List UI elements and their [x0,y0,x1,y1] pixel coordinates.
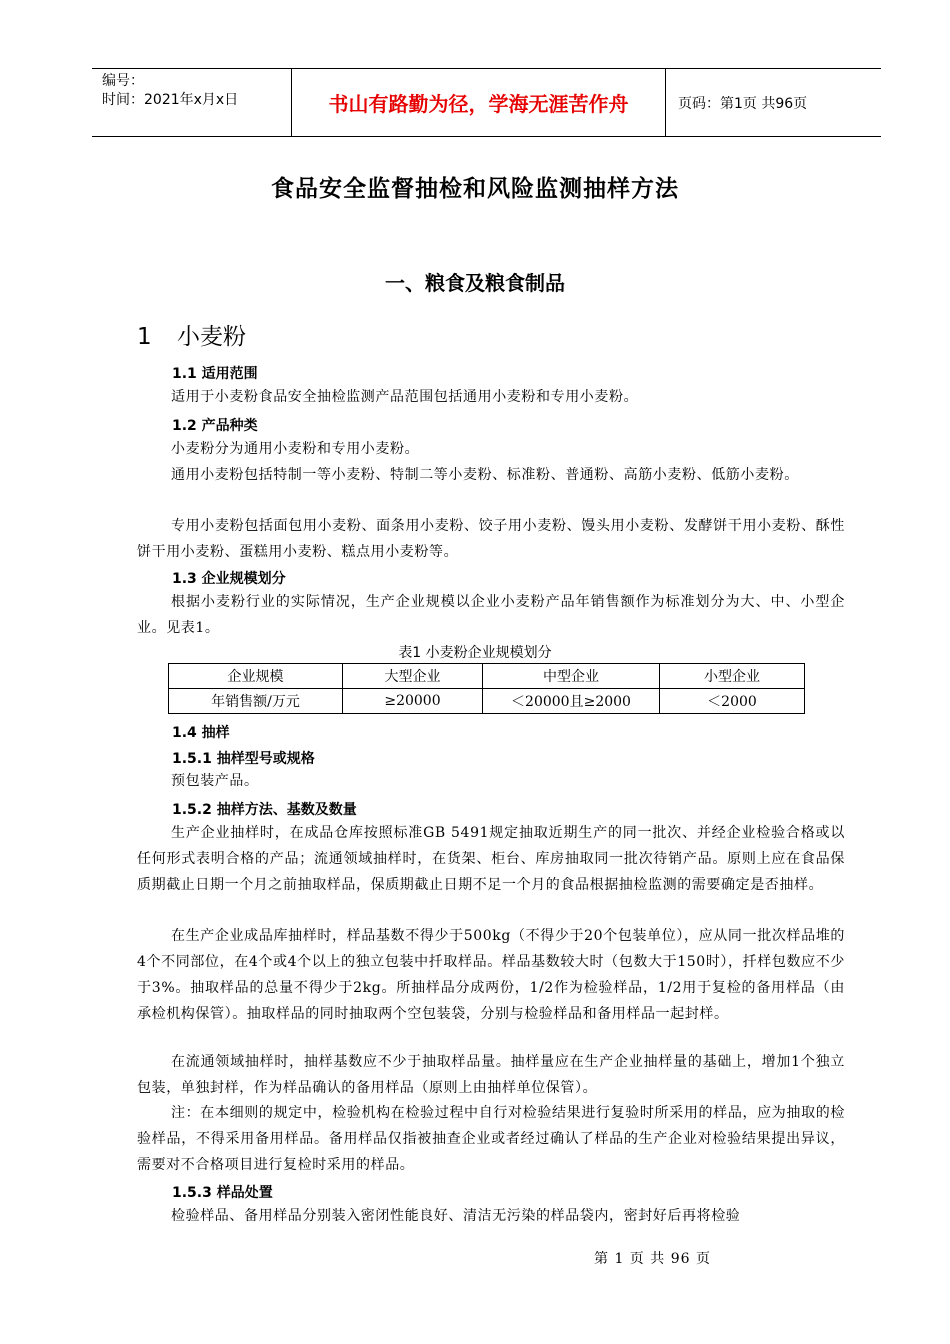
heading-1-1: 1.1 适用范围 [172,366,258,382]
paragraph-1-1: 适用于小麦粉食品安全抽检监测产品范围包括通用小麦粉和专用小麦粉。 [171,389,639,405]
paragraph-1-2-a: 小麦粉分为通用小麦粉和专用小麦粉。 [171,441,420,457]
paragraph-1-5-2-c: 在流通领域抽样时，抽样基数应不少于抽取样品量。抽样量应在生产企业抽样量的基础上，增加1个独立包装，单独封样，作为样品确认的备用样品（原则上由抽样单位保管）。 [137,1054,845,1096]
paragraph-1-2-b: 通用小麦粉包括特制一等小麦粉、特制二等小麦粉、标准粉、普通粉、高筋小麦粉、低筋小麦粉。 [171,467,799,483]
paragraph-1-2-c: 专用小麦粉包括面包用小麦粉、面条用小麦粉、饺子用小麦粉、馒头用小麦粉、发酵饼干用小麦粉、酥性饼干用小麦粉、蛋糕用小麦粉、糕点用小麦粉等。 [137,518,845,560]
paragraph-1-3: 根据小麦粉行业的实际情况，生产企业规模以企业小麦粉产品年销售额作为标准划分为大、中、小型企业。见表1。 [137,594,845,636]
code-label: 编号： [102,73,144,89]
header-meta [92,69,292,136]
section-title: 一、粮食及粮食制品 [385,271,565,295]
heading-1-5-3: 1.5.3 样品处置 [172,1185,273,1201]
heading-1-3: 1.3 企业规模划分 [172,571,286,587]
heading-1-4: 1.4 抽样 [172,725,230,741]
page-header [92,68,881,137]
header-motto: 书山有路勤为径，学海无涯苦作舟 [292,69,666,136]
chapter-heading [137,318,246,351]
paragraph-1-5-1: 预包装产品。 [171,773,259,789]
table-header-cell: 中型企业 [483,664,660,689]
table-cell: ＜20000且≥2000 [483,689,660,714]
enterprise-size-table [168,663,805,714]
heading-1-5-1: 1.5.1 抽样型号或规格 [172,751,315,767]
table-caption: 表1 小麦粉企业规模划分 [398,645,552,661]
chapter-number: 1 [137,324,152,350]
document-title: 食品安全监督抽检和风险监测抽样方法 [271,175,679,202]
table-header-cell: 小型企业 [660,664,805,689]
page-footer: 第 1 页 共 96 页 [594,1251,711,1267]
table-row [169,689,805,714]
heading-1-5-2: 1.5.2 抽样方法、基数及数量 [172,802,357,818]
paragraph-1-5-3: 检验样品、备用样品分别装入密闭性能良好、清洁无污染的样品袋内，密封好后再将检验 [171,1208,741,1224]
table-cell: 年销售额/万元 [169,689,343,714]
header-page-info: 页码：第1页 共96页 [678,95,808,112]
paragraph-1-5-2-a: 生产企业抽样时，在成品仓库按照标准GB 5491规定抽取近期生产的同一批次、并经企业检验合格或以任何形式表明合格的产品；流通领域抽样时，在货架、柜台、库房抽取同一批次待销产品。原则上应在食品保质期截止日期一个月之前抽取样品，保质期截止日期不足一个月的食品根据抽检监测的需要确定是否抽样。 [137,825,845,893]
table-header-cell: 大型企业 [343,664,483,689]
table-cell: ≥20000 [343,689,483,714]
paragraph-1-5-2-b: 在生产企业成品库抽样时，样品基数不得少于500kg（不得少于20个包装单位），应从同一批次样品堆的4个不同部位，在4个或4个以上的独立包装中扦取样品。样品基数较大时（包数大于150时），扦样包数应不少于3%。抽取样品的总量不得少于2kg。所抽样品分成两份，1/2作为检验样品，1/2用于复检的备用样品（由承检机构保管）。抽取样品的同时抽取两个空包装袋，分别与检验样品和备用样品一起封样。 [137,928,845,1022]
time-line: 时间：2021年x月x日 [102,92,239,108]
paragraph-1-5-2-d: 注：在本细则的规定中，检验机构在检验过程中自行对检验结果进行复验时所采用的样品，应为抽取的检验样品，不得采用备用样品。备用样品仅指被抽查企业或者经过确认了样品的生产企业对检验结果提出异议，需要对不合格项目进行复检时采用的样品。 [137,1105,845,1173]
table-header-row [169,664,805,689]
heading-1-2: 1.2 产品种类 [172,418,258,434]
chapter-title: 小麦粉 [177,324,246,350]
table-header-cell: 企业规模 [169,664,343,689]
table-cell: ＜2000 [660,689,805,714]
